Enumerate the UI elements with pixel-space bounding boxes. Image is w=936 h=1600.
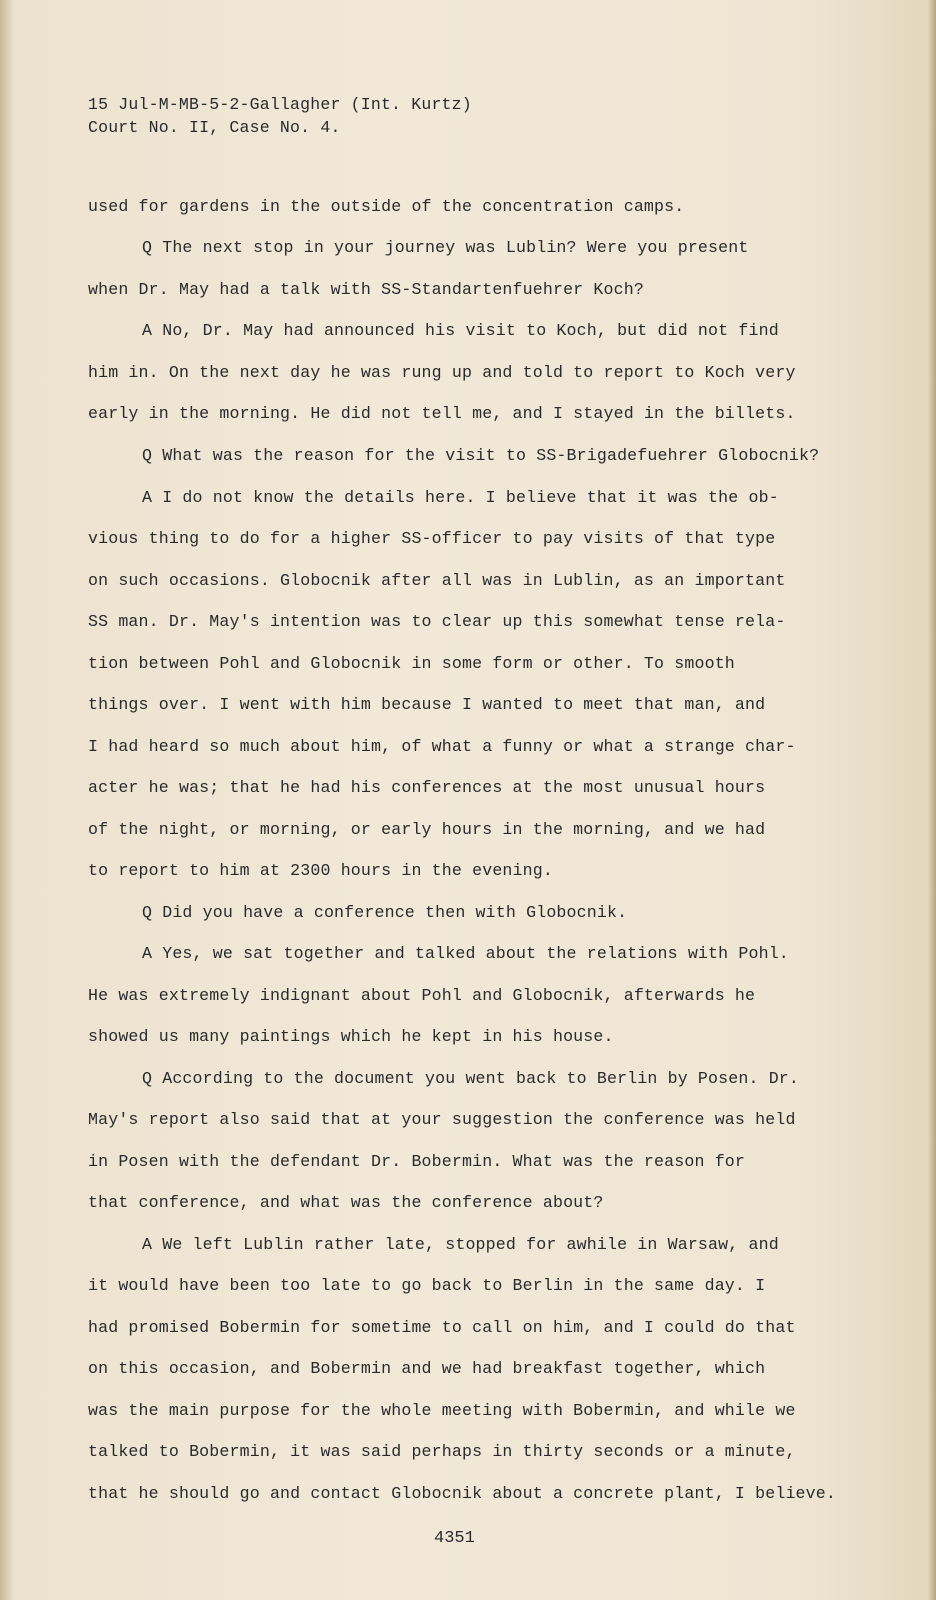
transcript-line: Q The next stop in your journey was Lublin? Were you present [142, 238, 749, 257]
transcript-line: He was extremely indignant about Pohl and Globocnik, afterwards he [88, 986, 756, 1005]
transcript-line: acter he was; that he had his conferences at the most unusual hours [88, 778, 766, 797]
transcript-line: Q Did you have a conference then with Globocnik. [142, 903, 628, 922]
transcript-line: things over. I went with him because I wanted to meet that man, and [88, 695, 766, 714]
transcript-line: of the night, or morning, or early hours in the morning, and we had [88, 820, 766, 839]
transcript-line: Q According to the document you went back to Berlin by Posen. Dr. [142, 1069, 800, 1088]
transcript-line: A I do not know the details here. I believe that it was the ob- [142, 488, 779, 507]
transcript-line: that conference, and what was the conference about? [88, 1193, 604, 1212]
transcript-line: him in. On the next day he was rung up and told to report to Koch very [88, 363, 796, 382]
header-session-line: 15 Jul-M-MB-5-2-Gallagher (Int. Kurtz) [88, 95, 472, 114]
transcript-line: talked to Bobermin, it was said perhaps in thirty seconds or a minute, [88, 1442, 796, 1461]
transcript-line: Q What was the reason for the visit to SS-Brigadefuehrer Globocnik? [142, 446, 820, 465]
transcript-line: vious thing to do for a higher SS-officer to pay visits of that type [88, 529, 776, 548]
transcript-line: when Dr. May had a talk with SS-Standartenfuehrer Koch? [88, 280, 644, 299]
transcript-line: on such occasions. Globocnik after all was in Lublin, as an important [88, 571, 786, 590]
transcript-line: I had heard so much about him, of what a funny or what a strange char- [88, 737, 796, 756]
transcript-line: tion between Pohl and Globocnik in some form or other. To smooth [88, 654, 735, 673]
transcript-line: A Yes, we sat together and talked about the relations with Pohl. [142, 944, 789, 963]
transcript-line: that he should go and contact Globocnik about a concrete plant, I believe. [88, 1484, 836, 1503]
transcript-line: early in the morning. He did not tell me, and I stayed in the billets. [88, 404, 796, 423]
header-court-line: Court No. II, Case No. 4. [88, 118, 341, 137]
transcript-line: A No, Dr. May had announced his visit to Koch, but did not find [142, 321, 779, 340]
transcript-line: to report to him at 2300 hours in the evening. [88, 861, 553, 880]
transcript-line: showed us many paintings which he kept in his house. [88, 1027, 614, 1046]
transcript-line: had promised Bobermin for sometime to call on him, and I could do that [88, 1318, 796, 1337]
transcript-line: in Posen with the defendant Dr. Bobermin. What was the reason for [88, 1152, 746, 1171]
transcript-line: on this occasion, and Bobermin and we had breakfast together, which [88, 1359, 766, 1378]
transcript-line: A We left Lublin rather late, stopped for awhile in Warsaw, and [142, 1235, 779, 1254]
transcript-line: May's report also said that at your suggestion the conference was held [88, 1110, 796, 1129]
transcript-line: SS man. Dr. May's intention was to clear up this somewhat tense rela- [88, 612, 786, 631]
transcript-line: was the main purpose for the whole meeting with Bobermin, and while we [88, 1401, 796, 1420]
transcript-line: it would have been too late to go back to Berlin in the same day. I [88, 1276, 766, 1295]
transcript-line: used for gardens in the outside of the concentration camps. [88, 197, 685, 216]
page-number: 4351 [434, 1529, 475, 1548]
